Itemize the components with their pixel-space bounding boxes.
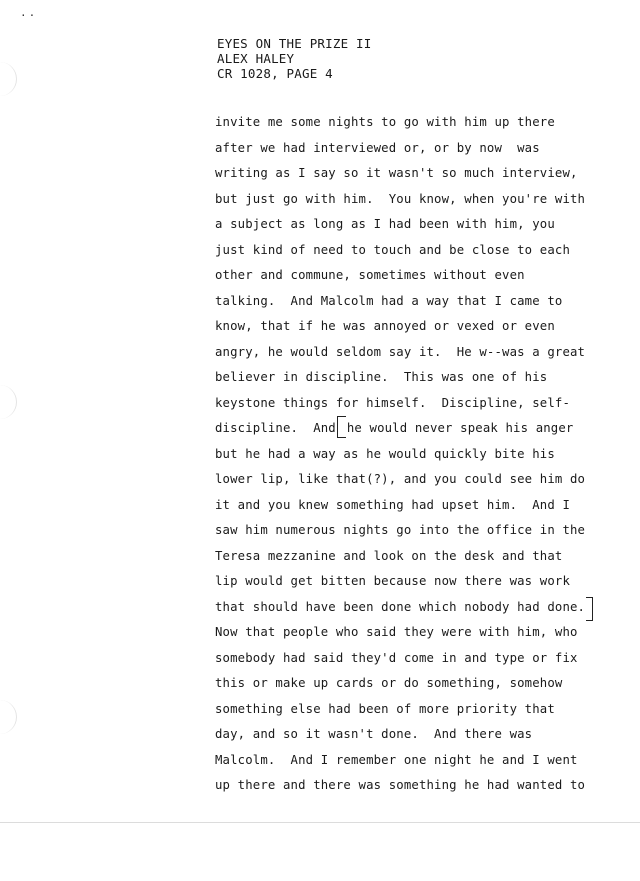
punch-hole-mark bbox=[0, 385, 17, 419]
corner-marks: .. bbox=[20, 6, 38, 19]
body-line-part: discipline. And bbox=[215, 421, 336, 435]
body-line: this or make up cards or do something, somehow bbox=[215, 676, 563, 690]
body-line-part: he would never speak his anger bbox=[346, 421, 574, 435]
header-page-ref: CR 1028, PAGE 4 bbox=[217, 66, 333, 81]
header-title: EYES ON THE PRIZE II bbox=[217, 36, 372, 51]
body-line: something else had been of more priority that bbox=[215, 701, 555, 716]
body-line-bracketed bbox=[215, 416, 635, 442]
body-line: after we had interviewed or, or by now was bbox=[215, 140, 540, 155]
body-line: Malcolm. And I remember one night he and I went bbox=[215, 752, 578, 767]
punch-hole-mark bbox=[0, 700, 17, 734]
close-bracket-mark bbox=[586, 597, 593, 621]
body-line: angry, he would seldom say it. He w--was a great bbox=[215, 344, 586, 359]
body-line: lower lip, like that(?), and you could see him do bbox=[215, 472, 586, 486]
body-line: a subject as long as I had been with him, you bbox=[215, 217, 555, 231]
body-line: keystone things for himself. Discipline, self- bbox=[215, 395, 571, 410]
body-line: saw him numerous nights go into the office in the bbox=[215, 523, 586, 537]
body-line: know, that if he was annoyed or vexed or even bbox=[215, 319, 555, 333]
body-line: day, and so it wasn't done. And there was bbox=[215, 727, 533, 741]
body-line-bracketed bbox=[215, 595, 635, 621]
transcript-body bbox=[215, 110, 635, 799]
body-line: but he had a way as he would quickly bite his bbox=[215, 446, 555, 461]
body-line: talking. And Malcolm had a way that I came to bbox=[215, 293, 563, 308]
body-line: believer in discipline. This was one of his bbox=[215, 370, 548, 384]
header-speaker: ALEX HALEY bbox=[217, 51, 295, 66]
body-line: it and you knew something had upset him. And I bbox=[215, 497, 571, 512]
body-line: Teresa mezzanine and look on the desk and that bbox=[215, 548, 563, 563]
body-line: invite me some nights to go with him up there bbox=[215, 115, 555, 129]
open-bracket-mark bbox=[337, 416, 346, 438]
body-line: writing as I say so it wasn't so much interview, bbox=[215, 166, 578, 180]
body-line: up there and there was something he had wanted to bbox=[215, 778, 586, 792]
body-line: other and commune, sometimes without even bbox=[215, 268, 525, 282]
body-line: but just go with him. You know, when you're with bbox=[215, 191, 586, 206]
body-line: Now that people who said they were with him, who bbox=[215, 625, 578, 639]
body-line-part: that should have been done which nobody had done. bbox=[215, 599, 586, 614]
transcript-header bbox=[217, 36, 372, 81]
body-line: lip would get bitten because now there was work bbox=[215, 574, 571, 588]
body-line: just kind of need to touch and be close to each bbox=[215, 242, 571, 257]
page-bottom-edge bbox=[0, 822, 640, 823]
body-line: somebody had said they'd come in and type or fix bbox=[215, 650, 578, 665]
punch-hole-mark bbox=[0, 62, 17, 96]
